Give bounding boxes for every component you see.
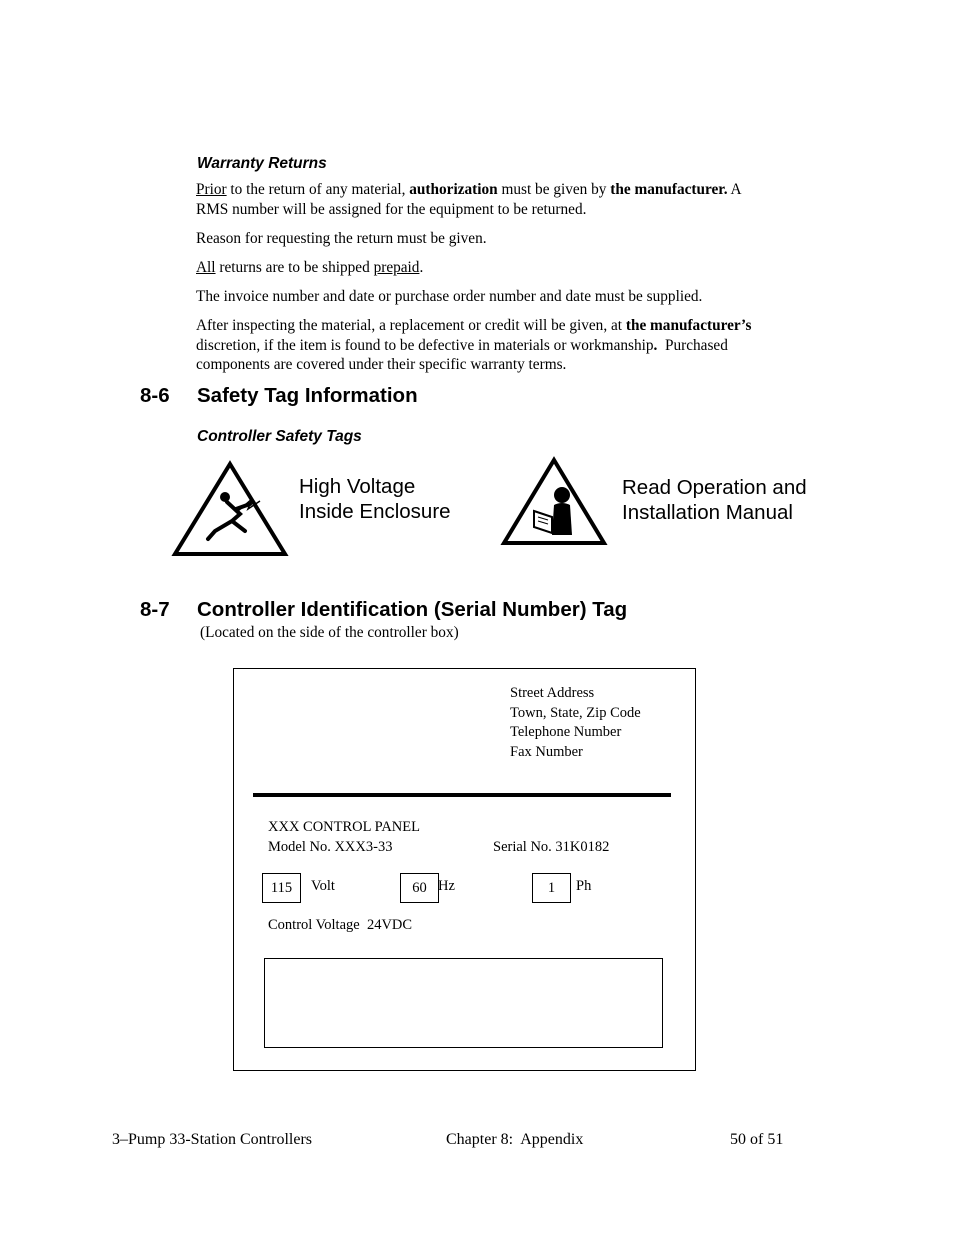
section-86-title: Safety Tag Information — [197, 384, 418, 407]
warranty-paragraph-2: Reason for requesting the return must be given. — [196, 230, 487, 247]
telephone-number: Telephone Number — [510, 724, 622, 740]
serial-number: Serial No. 31K0182 — [493, 839, 610, 855]
tag-location-note: (Located on the side of the controller box) — [200, 624, 459, 641]
p1-line-2: RMS number will be assigned for the equipment to be returned. — [196, 200, 587, 218]
read-manual-line-1: Read Operation and — [622, 476, 807, 499]
warranty-paragraph-4: The invoice number and date or purchase order number and date must be supplied. — [196, 288, 703, 305]
tag-divider — [253, 793, 671, 797]
high-voltage-line-1: High Voltage — [299, 475, 416, 498]
p1-text-3: A — [727, 181, 742, 198]
footer-center: Chapter 8: Appendix — [446, 1131, 584, 1148]
control-voltage: Control Voltage 24VDC — [268, 917, 413, 933]
warranty-paragraph-5 — [196, 316, 846, 375]
p5-text-1: After inspecting the material, a replacement or credit will be given, at — [196, 317, 626, 334]
electric-shock-warning-icon — [170, 459, 290, 564]
town-state-zip: Town, State, Zip Code — [510, 704, 641, 721]
section-86-number: 8-6 — [140, 384, 170, 407]
warranty-paragraph-3 — [196, 258, 423, 278]
footer-left: 3–Pump 33-Station Controllers — [112, 1131, 312, 1148]
read-manual-line-2: Installation Manual — [622, 500, 793, 524]
warranty-paragraph-1 — [196, 180, 836, 219]
p5-line-2b: Purchased — [657, 336, 728, 354]
section-87-title: Controller Identification (Serial Number) Tag — [197, 598, 628, 621]
authorization-text: authorization — [409, 181, 498, 198]
p5-line-3: components are covered under their specific warranty terms. — [196, 356, 567, 373]
hz-value-box: 60 — [400, 873, 439, 903]
tag-blank-box — [264, 958, 663, 1048]
p5-line-2a: discretion, if the item is found to be defective in materials or workmanship — [196, 336, 654, 354]
ph-label: Ph — [576, 878, 592, 894]
high-voltage-tag-text — [299, 475, 451, 524]
read-manual-tag-text — [622, 476, 807, 525]
manufacturer-text: the manufacturer. — [610, 181, 728, 198]
p1-text-2: must be given by — [497, 181, 611, 198]
fax-number: Fax Number — [510, 743, 583, 760]
footer-page-number: 50 of 51 — [730, 1131, 784, 1148]
high-voltage-line-2: Inside Enclosure — [299, 499, 451, 523]
address-block — [510, 684, 641, 762]
manufacturers-text: the manufacturer’s — [625, 317, 752, 334]
p5-dot: . — [653, 336, 658, 354]
model-number: Model No. XXX3-33 — [268, 839, 393, 855]
volt-label: Volt — [311, 878, 335, 894]
street-address: Street Address — [510, 685, 595, 701]
section-87-number: 8-7 — [140, 598, 170, 621]
prepaid-text: prepaid — [373, 259, 420, 276]
p1-text-1: to the return of any material, — [226, 181, 410, 198]
ph-value-box: 1 — [532, 873, 571, 903]
p3-text-1: returns are to be shipped — [215, 259, 374, 276]
warranty-heading: Warranty Returns — [197, 155, 327, 172]
p3-text-2: . — [419, 259, 424, 276]
safety-tags-subheading: Controller Safety Tags — [197, 428, 362, 445]
volt-value-box: 115 — [262, 873, 301, 903]
all-text: All — [196, 259, 216, 276]
prior-text: Prior — [196, 181, 227, 198]
panel-name: XXX CONTROL PANEL — [268, 819, 420, 835]
hz-label: Hz — [438, 878, 455, 894]
read-manual-warning-icon — [498, 455, 610, 550]
